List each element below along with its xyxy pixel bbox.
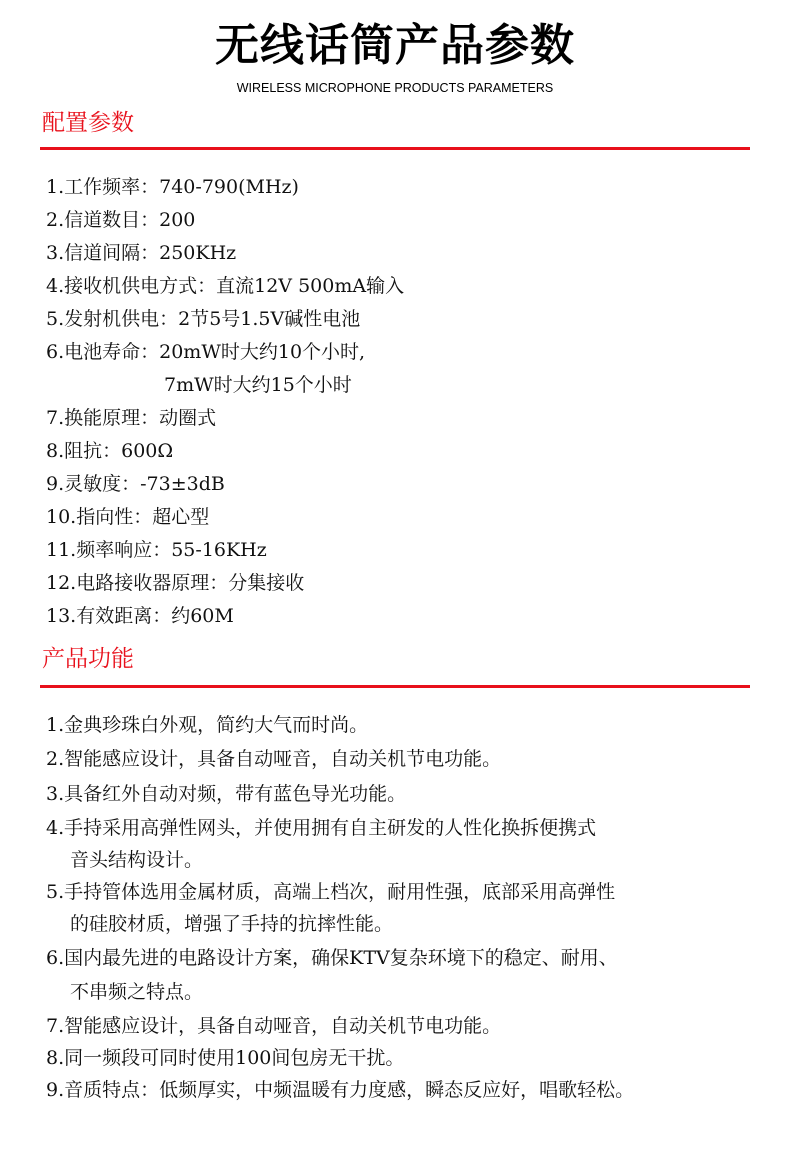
- config-item: 8.阻抗：600Ω: [46, 440, 174, 462]
- config-item: 9.灵敏度：-73±3dB: [46, 473, 225, 495]
- feature-item: 3.具备红外自动对频，带有蓝色导光功能。: [46, 783, 407, 805]
- feature-item: 6.国内最先进的电路设计方案，确保KTV复杂环境下的稳定、耐用、: [46, 947, 618, 969]
- feature-item: 7.智能感应设计，具备自动哑音，自动关机节电功能。: [46, 1015, 502, 1037]
- config-item: 13.有效距离：约60M: [46, 605, 234, 627]
- feature-item-continuation: 音头结构设计。: [70, 849, 204, 871]
- config-section-divider: [40, 147, 750, 150]
- features-section-divider: [40, 685, 750, 688]
- features-section-heading: 产品功能: [42, 646, 134, 672]
- feature-item: 4.手持采用高弹性网头，并使用拥有自主研发的人性化换拆便携式: [46, 817, 597, 839]
- page-title: 无线话筒产品参数: [215, 20, 575, 71]
- config-item: 5.发射机供电：2节5号1.5V碱性电池: [46, 308, 361, 330]
- config-item: 4.接收机供电方式：直流12V 500mA输入: [46, 275, 405, 297]
- page-subtitle: WIRELESS MICROPHONE PRODUCTS PARAMETERS: [236, 81, 554, 95]
- config-item: 2.信道数目：200: [46, 209, 196, 231]
- config-item: 7.换能原理：动圈式: [46, 407, 217, 429]
- config-item: 10.指向性：超心型: [46, 506, 210, 528]
- config-item: 11.频率响应：55-16KHz: [46, 539, 267, 561]
- config-item: 12.电路接收器原理：分集接收: [46, 572, 305, 594]
- feature-item: 8.同一频段可同时使用100间包房无干扰。: [46, 1047, 405, 1069]
- config-item: 1.工作频率：740-790(MHz): [46, 176, 299, 198]
- config-item-continuation: 7mW时大约15个小时: [164, 374, 352, 396]
- feature-item: 1.金典珍珠白外观，简约大气而时尚。: [46, 714, 369, 736]
- feature-item: 5.手持管体选用金属材质，高端上档次，耐用性强，底部采用高弹性: [46, 881, 616, 903]
- config-item: 3.信道间隔：250KHz: [46, 242, 237, 264]
- feature-item-continuation: 的硅胶材质，增强了手持的抗摔性能。: [70, 913, 394, 935]
- config-section-heading: 配置参数: [42, 110, 134, 136]
- feature-item-continuation: 不串频之特点。: [70, 981, 204, 1003]
- feature-item: 9.音质特点：低频厚实，中频温暖有力度感，瞬态反应好，唱歌轻松。: [46, 1079, 635, 1101]
- feature-item: 2.智能感应设计，具备自动哑音，自动关机节电功能。: [46, 748, 502, 770]
- config-item: 6.电池寿命：20mW时大约10个小时,: [46, 341, 366, 363]
